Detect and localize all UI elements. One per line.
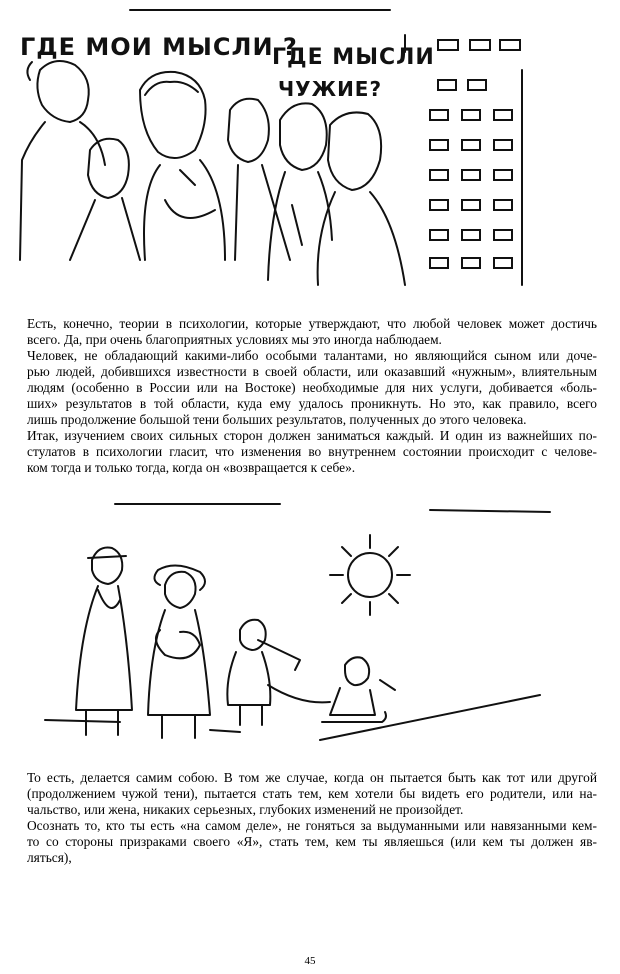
paragraph-2-line: ляться), <box>27 850 72 865</box>
winter-walk-illustration <box>0 490 620 760</box>
paragraph-1-line: лишь продолжение большой тени больших результатов, полученных до этого человека. <box>27 412 527 427</box>
paragraph-1-line: рью людей, добившихся известности в своей области, или оказавший «нужным», влиятельным <box>27 364 597 379</box>
paragraph-1-line: Итак, изучением своих сильных сторон должен заниматься каждый. И один из важнейших по- <box>27 428 597 443</box>
paragraph-2-line: То есть, делается самим собою. В том же случае, когда он пытается быть как тот или другой <box>27 770 597 785</box>
paragraph-2-line: Осознать то, кто ты есть «на самом деле», не гоняться за выдуманными или навязанными кем- <box>27 818 597 833</box>
people-sketch-illustration <box>0 0 620 300</box>
paragraph-2-line: то со стороны призраками своего «Я», стать тем, кем ты являешься (или кем ты должен яв- <box>27 834 597 849</box>
page-number: 45 <box>304 955 316 967</box>
paragraph-1-line: Есть, конечно, теории в психологии, которые утверждают, что любой человек может достичь <box>27 316 597 331</box>
paragraph-2-line: (продолжением чужой тени), пытается стать тем, кем хотели бы видеть его родители, или на- <box>27 786 597 801</box>
paragraph-1-line: Человек, не обладающий какими-либо особыми талантами, но являющийся сыном или доче- <box>27 348 597 363</box>
paragraph-1-line: людям (особенно в России или на Востоке) необходимые для них услуги, добивается «боль- <box>27 380 597 395</box>
paragraph-1-line: ком тогда и только тогда, когда он «возвращается к себе». <box>27 460 356 475</box>
paragraph-2-line: чальство, или жена, никаких серьезных, глубоких изменений не произойдет. <box>27 802 464 817</box>
paragraph-1-line: стулатов в психологии гласит, что изменения во внутреннем состоянии происходит с челове- <box>27 444 597 459</box>
speech-text-right-line2: ЧУЖИЕ? <box>278 77 383 101</box>
paragraph-1-line: ших» результатов в той области, куда ему удалось проникнуть. Но это, как правило, всего <box>27 396 597 411</box>
speech-text-left: ГДЕ МОИ МЫСЛИ ? <box>20 33 298 61</box>
paragraph-1-line: всего. Да, при очень благоприятных условиях мы это иногда наблюдаем. <box>27 332 442 347</box>
paragraph-1 <box>27 316 597 476</box>
paragraph-2 <box>27 770 597 866</box>
speech-text-right-line1: ГДЕ МЫСЛИ <box>272 45 435 70</box>
